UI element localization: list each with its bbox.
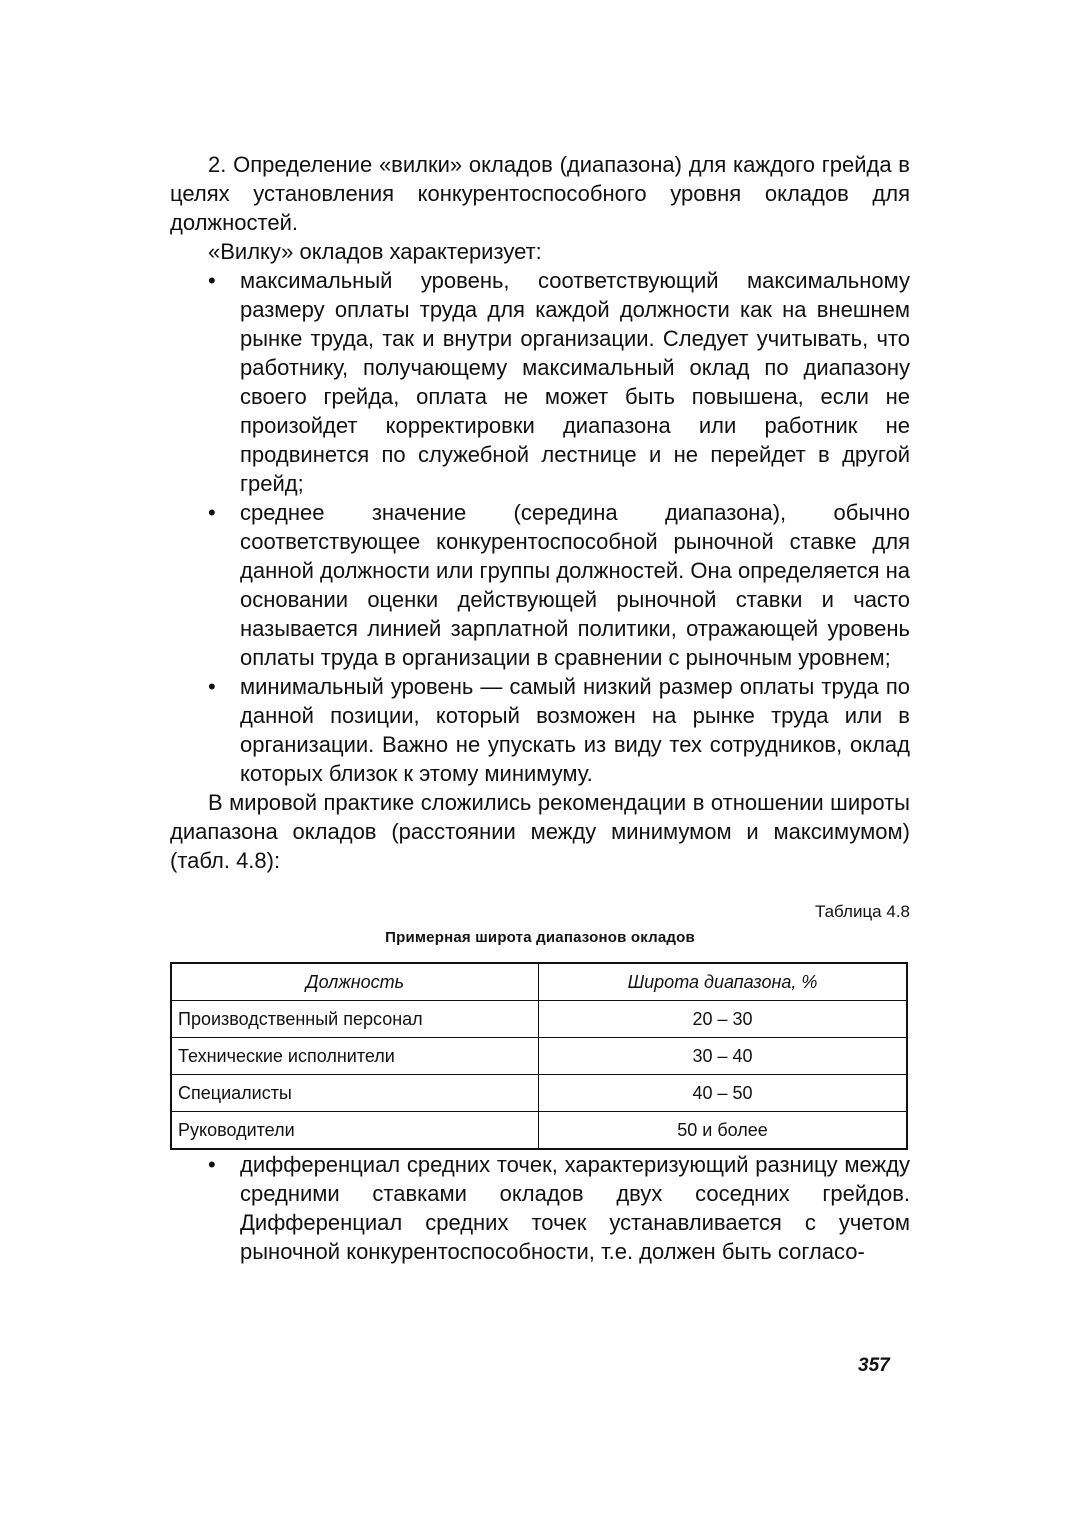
table-title: Примерная широта диапазонов окладов [385,929,695,946]
cell-range: 50 и более [539,1112,908,1150]
bullet-text: дифференциал средних точек, характеризующий разницу между средними ставками окладов двух соседних грейдов. Дифференциал средних точек устанавливается с учетом рыночной конкурентоспособности, т.е. должен быть согласо- [240,1152,910,1264]
bullet-list-after-table [170,1150,910,1266]
bullet-icon: • [208,1152,216,1177]
paragraph-lead: «Вилку» окладов характеризует: [208,239,542,264]
bullet-item-mid [170,498,910,672]
table-row [171,1001,907,1038]
cell-position: Специалисты [171,1075,539,1112]
table-header-row [171,963,907,1001]
table-row [171,1075,907,1112]
bullet-icon: • [208,500,216,525]
bullet-item-max [170,266,910,498]
bullet-text: минимальный уровень — самый низкий размер оплаты труда по данной позиции, который возможен на рынке труда или в организации. Важно не упускать из виду тех сотрудников, оклад которых близок к этому минимуму. [240,674,910,786]
paragraph-definition: 2. Определение «вилки» окладов (диапазона) для каждого грейда в целях установления конкурентоспособного уровня окладов для должностей. [170,152,910,235]
table-row [171,1112,907,1150]
bullet-text: максимальный уровень, соответствующий максимальному размеру оплаты труда для каждой должности как на внешнем рынке труда, так и внутри организации. Следует учитывать, что работнику, получающему максимальный оклад по диапазону своего грейда, оплата не может быть повышена, если не произойдет корректировки диапазона или работник не продвинется по служебной лестнице и не перейдет в другой грейд; [240,268,910,496]
table-caption: Таблица 4.8 [814,902,910,921]
cell-range: 40 – 50 [539,1075,908,1112]
header-position: Должность [171,963,539,1001]
cell-position: Руководители [171,1112,539,1150]
cell-range: 30 – 40 [539,1038,908,1075]
bullet-item-differential [170,1150,910,1266]
salary-range-table [170,962,908,1150]
page-body [170,150,910,1266]
table-row [171,1038,907,1075]
bullet-text: среднее значение (середина диапазона), обычно соответствующее конкурентоспособной рыночной ставке для данной должности или группы должностей. Она определяется на основании оценки действующей рыночной ставки и часто называется линией зарплатной политики, отражающей уровень оплаты труда в организации в сравнении с рыночным уровнем; [240,500,910,670]
cell-position: Технические исполнители [171,1038,539,1075]
bullet-icon: • [208,674,216,699]
paragraph-practice: В мировой практике сложились рекомендации в отношении широты диапазона окладов (расстоянии между минимумом и максимумом) (табл. 4.8): [170,790,910,873]
page-number: 357 [858,1355,890,1376]
bullet-icon: • [208,268,216,293]
bullet-list [170,266,910,788]
header-range: Широта диапазона, % [539,963,908,1001]
cell-range: 20 – 30 [539,1001,908,1038]
cell-position: Производственный персонал [171,1001,539,1038]
bullet-item-min [170,672,910,788]
